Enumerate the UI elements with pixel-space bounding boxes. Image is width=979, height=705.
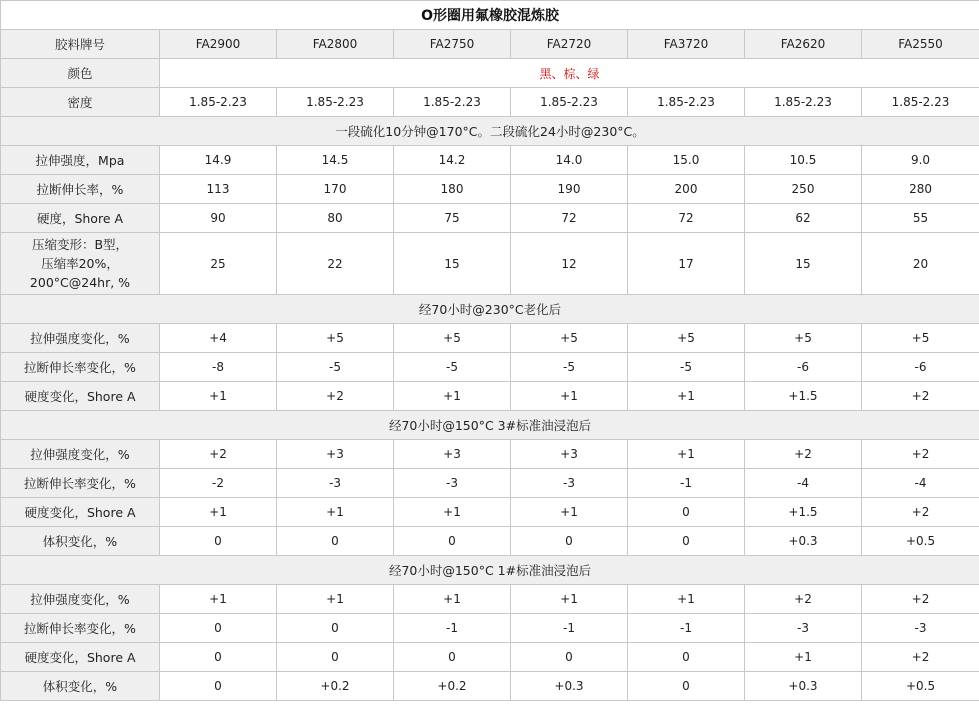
- property-value: 14.5: [277, 146, 394, 175]
- property-value: -5: [277, 353, 394, 382]
- property-value: 10.5: [745, 146, 862, 175]
- property-value: +1: [511, 498, 628, 527]
- grade-name: FA2620: [745, 30, 862, 59]
- property-value: -1: [394, 614, 511, 643]
- property-label-line: 压缩变形：B型，: [31, 237, 129, 252]
- section-header-row: [1, 295, 979, 324]
- section-header-row: [1, 411, 979, 440]
- property-value: 22: [277, 233, 394, 295]
- property-value: -4: [745, 469, 862, 498]
- property-value: 0: [277, 527, 394, 556]
- property-label: 硬度，Shore A: [1, 204, 160, 233]
- property-row: [1, 614, 979, 643]
- property-row: [1, 672, 979, 701]
- property-value: 15: [745, 233, 862, 295]
- property-value: +1: [745, 643, 862, 672]
- property-value: +3: [277, 440, 394, 469]
- property-value: 15.0: [628, 146, 745, 175]
- property-row: [1, 146, 979, 175]
- property-value: 15: [394, 233, 511, 295]
- property-value: +0.3: [745, 672, 862, 701]
- property-value: -6: [862, 353, 979, 382]
- property-value: +1: [277, 498, 394, 527]
- property-value: -1: [628, 614, 745, 643]
- property-value: +0.3: [745, 527, 862, 556]
- property-label-line: 压缩率20%，: [41, 256, 119, 271]
- section-title: 经70小时@150°C 3#标准油浸泡后: [1, 411, 979, 440]
- property-value: +1: [160, 498, 277, 527]
- property-value: -2: [160, 469, 277, 498]
- property-value: 14.9: [160, 146, 277, 175]
- property-value: 20: [862, 233, 979, 295]
- density-value: 1.85-2.23: [628, 88, 745, 117]
- property-value: 12: [511, 233, 628, 295]
- property-value: +1: [394, 498, 511, 527]
- title-row: [1, 1, 979, 30]
- property-value: +2: [277, 382, 394, 411]
- property-value: +1: [277, 585, 394, 614]
- section-title: 经70小时@150°C 1#标准油浸泡后: [1, 556, 979, 585]
- property-value: +1: [394, 585, 511, 614]
- property-value: 190: [511, 175, 628, 204]
- property-row: [1, 527, 979, 556]
- property-value: +1: [160, 585, 277, 614]
- property-value: +5: [511, 324, 628, 353]
- property-value: 90: [160, 204, 277, 233]
- property-value: 0: [511, 643, 628, 672]
- property-value: +2: [745, 440, 862, 469]
- property-value: 0: [628, 643, 745, 672]
- property-label: 硬度变化，Shore A: [1, 643, 160, 672]
- property-value: -3: [511, 469, 628, 498]
- property-value: 280: [862, 175, 979, 204]
- property-value: +1: [160, 382, 277, 411]
- property-row: [1, 324, 979, 353]
- property-label: 拉断伸长率变化，%: [1, 614, 160, 643]
- property-value: -6: [745, 353, 862, 382]
- property-row: [1, 643, 979, 672]
- property-value: +1.5: [745, 498, 862, 527]
- property-row: [1, 498, 979, 527]
- property-value: +3: [394, 440, 511, 469]
- property-value: 0: [511, 527, 628, 556]
- property-value: +0.5: [862, 527, 979, 556]
- property-value: +1.5: [745, 382, 862, 411]
- property-value: 17: [628, 233, 745, 295]
- density-value: 1.85-2.23: [160, 88, 277, 117]
- property-label: 拉伸强度变化，%: [1, 585, 160, 614]
- property-value: +5: [628, 324, 745, 353]
- section-header-row: [1, 556, 979, 585]
- grade-name: FA3720: [628, 30, 745, 59]
- density-value: 1.85-2.23: [511, 88, 628, 117]
- property-value: +2: [862, 382, 979, 411]
- property-value: 55: [862, 204, 979, 233]
- property-value: 14.2: [394, 146, 511, 175]
- property-row: [1, 382, 979, 411]
- section-title: 一段硫化10分钟@170°C。二段硫化24小时@230°C。: [1, 117, 979, 146]
- color-label: 颜色: [1, 59, 160, 88]
- property-row: [1, 469, 979, 498]
- property-value: +4: [160, 324, 277, 353]
- table-title: O形圈用氟橡胶混炼胶: [1, 1, 979, 30]
- property-value: +3: [511, 440, 628, 469]
- property-value: +1: [511, 585, 628, 614]
- property-value: +2: [862, 498, 979, 527]
- property-value: -5: [511, 353, 628, 382]
- property-value: 25: [160, 233, 277, 295]
- property-value: +1: [628, 382, 745, 411]
- property-value: +1: [394, 382, 511, 411]
- property-value: 0: [394, 527, 511, 556]
- property-value: +2: [862, 643, 979, 672]
- grade-header-row: [1, 30, 979, 59]
- property-label: 拉断伸长率，%: [1, 175, 160, 204]
- density-value: 1.85-2.23: [862, 88, 979, 117]
- density-value: 1.85-2.23: [394, 88, 511, 117]
- property-value: 180: [394, 175, 511, 204]
- property-value: 250: [745, 175, 862, 204]
- property-value: +1: [628, 440, 745, 469]
- property-value: +2: [862, 585, 979, 614]
- property-value: -4: [862, 469, 979, 498]
- density-value: 1.85-2.23: [745, 88, 862, 117]
- property-value: +0.3: [511, 672, 628, 701]
- property-value: +2: [160, 440, 277, 469]
- property-label: 拉断伸长率变化，%: [1, 469, 160, 498]
- property-value: 14.0: [511, 146, 628, 175]
- property-value: -8: [160, 353, 277, 382]
- grade-name: FA2550: [862, 30, 979, 59]
- property-label: 体积变化，%: [1, 672, 160, 701]
- property-value: -1: [628, 469, 745, 498]
- property-value: 80: [277, 204, 394, 233]
- property-row: [1, 204, 979, 233]
- property-value: 0: [394, 643, 511, 672]
- property-label: 拉伸强度变化，%: [1, 324, 160, 353]
- property-value: 0: [628, 498, 745, 527]
- property-label: 拉断伸长率变化，%: [1, 353, 160, 382]
- color-row: [1, 59, 979, 88]
- property-value: 75: [394, 204, 511, 233]
- property-value: +1: [511, 382, 628, 411]
- property-row: [1, 233, 979, 295]
- property-value: 170: [277, 175, 394, 204]
- property-value: 0: [160, 643, 277, 672]
- property-value: +1: [628, 585, 745, 614]
- property-value: +2: [745, 585, 862, 614]
- property-value: +0.2: [277, 672, 394, 701]
- property-value: 0: [628, 672, 745, 701]
- property-value: -1: [511, 614, 628, 643]
- property-row: [1, 175, 979, 204]
- property-value: +0.2: [394, 672, 511, 701]
- property-label: 硬度变化，Shore A: [1, 498, 160, 527]
- property-value: +5: [745, 324, 862, 353]
- property-label: 硬度变化，Shore A: [1, 382, 160, 411]
- property-label-line: 200°C@24hr, %: [29, 275, 131, 290]
- property-value: +5: [277, 324, 394, 353]
- density-label: 密度: [1, 88, 160, 117]
- property-value: -5: [394, 353, 511, 382]
- property-row: [1, 440, 979, 469]
- property-value: 113: [160, 175, 277, 204]
- property-label: 拉伸强度变化，%: [1, 440, 160, 469]
- section-header-row: [1, 117, 979, 146]
- property-row: [1, 353, 979, 382]
- property-value: 0: [160, 614, 277, 643]
- property-value: 0: [160, 672, 277, 701]
- property-label: [1, 233, 160, 295]
- property-value: 62: [745, 204, 862, 233]
- grade-name: FA2750: [394, 30, 511, 59]
- property-value: +2: [862, 440, 979, 469]
- grade-name: FA2720: [511, 30, 628, 59]
- grade-name: FA2900: [160, 30, 277, 59]
- grade-header-label: 胶料牌号: [1, 30, 160, 59]
- property-value: 0: [628, 527, 745, 556]
- property-value: -3: [394, 469, 511, 498]
- property-value: 0: [160, 527, 277, 556]
- density-value: 1.85-2.23: [277, 88, 394, 117]
- property-value: +5: [862, 324, 979, 353]
- property-label: 体积变化，%: [1, 527, 160, 556]
- property-value: 0: [277, 614, 394, 643]
- table-body: [1, 1, 979, 701]
- property-value: +0.5: [862, 672, 979, 701]
- color-value: 黑、棕、绿: [160, 59, 979, 88]
- property-value: -5: [628, 353, 745, 382]
- property-value: 0: [277, 643, 394, 672]
- section-title: 经70小时@230°C老化后: [1, 295, 979, 324]
- property-label: 拉伸强度，Mpa: [1, 146, 160, 175]
- density-row: [1, 88, 979, 117]
- property-value: +5: [394, 324, 511, 353]
- property-row: [1, 585, 979, 614]
- property-value: 72: [511, 204, 628, 233]
- property-value: -3: [745, 614, 862, 643]
- property-value: -3: [277, 469, 394, 498]
- property-value: -3: [862, 614, 979, 643]
- property-value: 200: [628, 175, 745, 204]
- grade-name: FA2800: [277, 30, 394, 59]
- property-value: 9.0: [862, 146, 979, 175]
- property-value: 72: [628, 204, 745, 233]
